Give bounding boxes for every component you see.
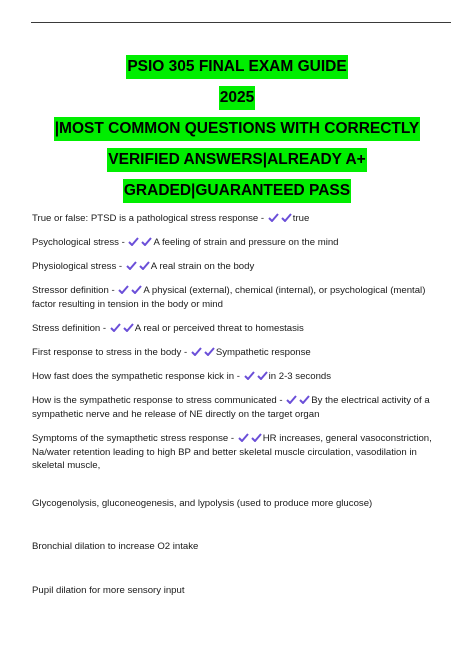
question-text: Symptoms of the symapthetic stress response - bbox=[32, 432, 235, 444]
check-icon bbox=[128, 237, 139, 246]
question-text: True or false: PTSD is a pathological stress response - bbox=[32, 213, 265, 224]
title-line-3: |MOST COMMON QUESTIONS WITH CORRECTLY bbox=[54, 117, 421, 141]
qa-item bbox=[32, 346, 444, 360]
continuation-line: Glycogenolysis, gluconeogenesis, and lypolysis (used to produce more glucose) bbox=[32, 497, 373, 509]
check-icon bbox=[251, 433, 262, 442]
header-rule bbox=[31, 22, 451, 23]
check-icon bbox=[131, 285, 142, 294]
check-icon bbox=[244, 371, 255, 380]
document-title bbox=[0, 55, 474, 210]
check-icon bbox=[257, 371, 268, 380]
check-icon bbox=[268, 213, 279, 222]
continuation-line: Pupil dilation for more sensory input bbox=[32, 584, 185, 596]
qa-item bbox=[32, 284, 444, 311]
qa-item bbox=[32, 432, 444, 473]
check-icon bbox=[191, 347, 202, 356]
question-text: Stressor definition - bbox=[32, 285, 115, 297]
qa-item bbox=[32, 212, 444, 226]
check-icon bbox=[126, 261, 137, 270]
qa-item bbox=[32, 260, 444, 274]
answer-text: in 2-3 seconds bbox=[268, 371, 332, 383]
check-icon bbox=[123, 323, 134, 332]
qa-item bbox=[32, 370, 444, 384]
answer-text: A feeling of strain and pressure on the mind bbox=[153, 237, 339, 249]
check-icon bbox=[204, 347, 215, 356]
answer-text: A real strain on the body bbox=[150, 261, 255, 273]
question-text: First response to stress in the body - bbox=[32, 347, 188, 359]
check-icon bbox=[238, 433, 249, 442]
question-text: Stress definition - bbox=[32, 322, 107, 334]
answer-text: A real or perceived threat to homestasis bbox=[134, 322, 304, 334]
qa-item bbox=[32, 322, 444, 336]
check-icon bbox=[141, 237, 152, 246]
check-icon bbox=[118, 285, 129, 294]
answer-text: Sympathetic response bbox=[215, 347, 311, 359]
answer-text: true bbox=[292, 213, 310, 224]
check-icon bbox=[281, 213, 292, 222]
answer-text: A physical (external), chemical (internal), or psychological (mental) factor resulting in tension in the body or mind bbox=[32, 285, 426, 310]
question-text: How fast does the sympathetic response kick in - bbox=[32, 371, 240, 383]
question-text: How is the sympathetic response to stress communicated - bbox=[32, 395, 283, 407]
qa-item bbox=[32, 394, 444, 421]
check-icon bbox=[286, 395, 297, 404]
answer-text: HR increases, general vasoconstriction, Na/water retention leading to high BP and better skeletal muscle circulation, vasodilation in skeletal muscle, bbox=[32, 432, 432, 472]
check-icon bbox=[139, 261, 150, 270]
question-text: Physiological stress - bbox=[32, 261, 123, 273]
qa-item bbox=[32, 236, 444, 250]
answer-text: By the electrical activity of a sympathetic nerve and he release of NE directly on the target organ bbox=[32, 395, 430, 420]
continuation-line: Bronchial dilation to increase O2 intake bbox=[32, 541, 199, 553]
title-line-1: PSIO 305 FINAL EXAM GUIDE bbox=[126, 55, 347, 79]
title-line-4: VERIFIED ANSWERS|ALREADY A+ bbox=[107, 148, 366, 172]
check-icon bbox=[110, 323, 121, 332]
qa-list bbox=[32, 212, 444, 598]
title-line-2: 2025 bbox=[219, 86, 255, 110]
question-text: Psychological stress - bbox=[32, 237, 125, 249]
check-icon bbox=[299, 395, 310, 404]
title-line-5: GRADED|GUARANTEED PASS bbox=[123, 179, 351, 203]
